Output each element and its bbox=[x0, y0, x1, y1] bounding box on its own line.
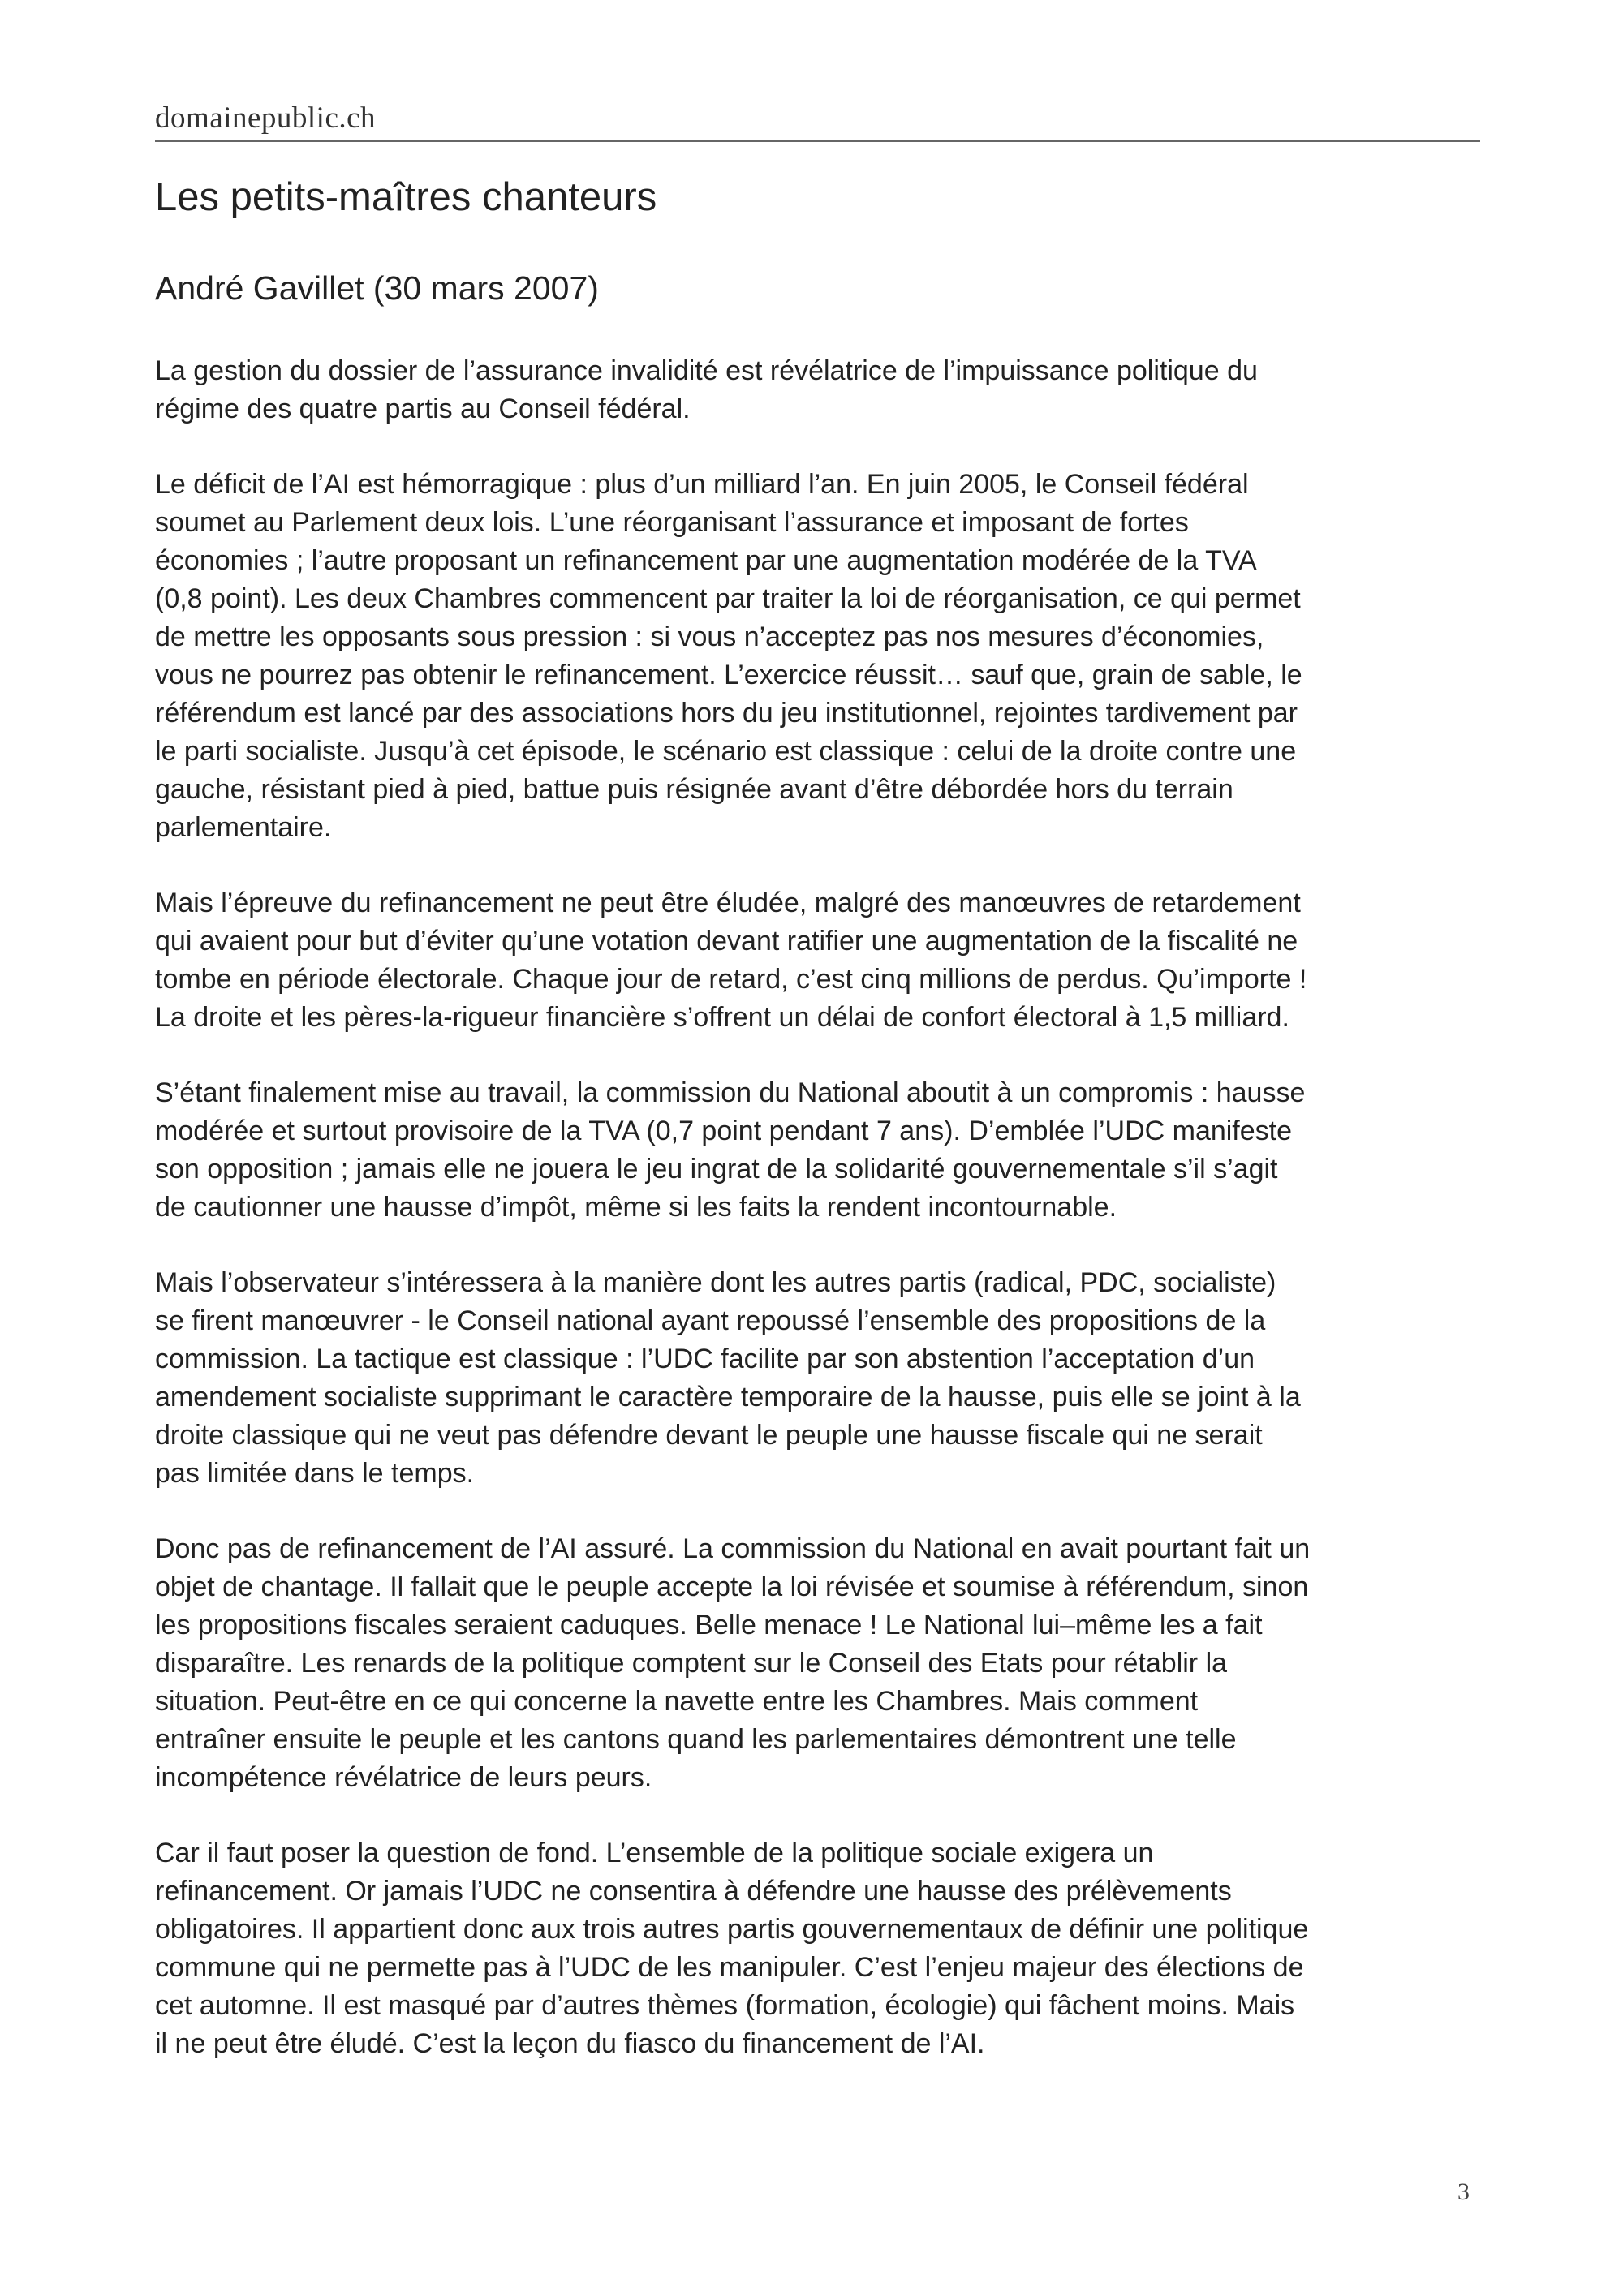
paragraph-line: incompétence révélatrice de leurs peurs. bbox=[155, 1762, 652, 1793]
paragraph-line: qui avaient pour but d’éviter qu’une votation devant ratifier une augmentation de la fiscalité ne bbox=[155, 926, 1298, 957]
paragraph-line: refinancement. Or jamais l’UDC ne consentira à défendre une hausse des prélèvements bbox=[155, 1876, 1232, 1907]
paragraph-line: entraîner ensuite le peuple et les cantons quand les parlementaires démontrent une telle bbox=[155, 1724, 1237, 1755]
paragraph-line: (0,8 point). Les deux Chambres commencent par traiter la loi de réorganisation, ce qui permet bbox=[155, 583, 1301, 614]
page-number: 3 bbox=[1457, 2178, 1470, 2205]
paragraph-line: situation. Peut-être en ce qui concerne la navette entre les Chambres. Mais comment bbox=[155, 1686, 1199, 1717]
paragraph-line: vous ne pourrez pas obtenir le refinancement. L’exercice réussit… sauf que, grain de sable, le bbox=[155, 660, 1302, 690]
paragraph-line: pas limitée dans le temps. bbox=[155, 1458, 475, 1489]
article-title: Les petits-maîtres chanteurs bbox=[155, 175, 657, 219]
paragraph-line: cet automne. Il est masqué par d’autres thèmes (formation, écologie) qui fâchent moins. Mais bbox=[155, 1990, 1295, 2021]
paragraph-line: référendum est lancé par des associations hors du jeu institutionnel, rejointes tardivement par bbox=[155, 698, 1298, 729]
paragraph-line: soumet au Parlement deux lois. L’une réorganisant l’assurance et imposant de fortes bbox=[155, 507, 1189, 538]
paragraph-line: de cautionner une hausse d’impôt, même si les faits la rendent incontournable. bbox=[155, 1192, 1117, 1223]
site-name: domainepublic.ch bbox=[155, 101, 377, 135]
paragraph-line: le parti socialiste. Jusqu’à cet épisode, le scénario est classique : celui de la droite contre une bbox=[155, 736, 1297, 767]
paragraph-line: La droite et les pères-la-rigueur financière s’offrent un délai de confort électoral à 1,5 milliard. bbox=[155, 1002, 1289, 1033]
article-paragraph bbox=[155, 352, 1483, 428]
paragraph-line: Car il faut poser la question de fond. L’ensemble de la politique sociale exigera un bbox=[155, 1838, 1154, 1868]
paragraph-line: Mais l’épreuve du refinancement ne peut être éludée, malgré des manœuvres de retardement bbox=[155, 888, 1301, 918]
site-header bbox=[155, 96, 1480, 142]
paragraph-line: régime des quatre partis au Conseil fédéral. bbox=[155, 393, 691, 424]
paragraph-line: gauche, résistant pied à pied, battue puis résignée avant d’être débordée hors du terrain bbox=[155, 774, 1233, 805]
paragraph-line: commune qui ne permette pas à l’UDC de les manipuler. C’est l’enjeu majeur des élections de bbox=[155, 1952, 1304, 1983]
paragraph-line: économies ; l’autre proposant un refinancement par une augmentation modérée de la TVA bbox=[155, 545, 1257, 576]
article-paragraph bbox=[155, 1074, 1483, 1227]
paragraph-line: son opposition ; jamais elle ne jouera le jeu ingrat de la solidarité gouvernementale s’il s’agit bbox=[155, 1154, 1278, 1185]
paragraph-line: Mais l’observateur s’intéressera à la manière dont les autres partis (radical, PDC, socialiste) bbox=[155, 1267, 1276, 1298]
paragraph-line: tombe en période électorale. Chaque jour de retard, c’est cinq millions de perdus. Qu’importe ! bbox=[155, 964, 1307, 995]
paragraph-line: Le déficit de l’AI est hémorragique : plus d’un milliard l’an. En juin 2005, le Conseil fédéral bbox=[155, 469, 1249, 500]
paragraph-line: S’étant finalement mise au travail, la commission du National aboutit à un compromis : hausse bbox=[155, 1077, 1306, 1108]
paragraph-line: amendement socialiste supprimant le caractère temporaire de la hausse, puis elle se joint à la bbox=[155, 1382, 1301, 1412]
article-paragraph bbox=[155, 466, 1483, 847]
article-byline: André Gavillet (30 mars 2007) bbox=[155, 269, 599, 307]
article-paragraph bbox=[155, 884, 1483, 1037]
article-paragraph bbox=[155, 1264, 1483, 1493]
paragraph-line: il ne peut être éludé. C’est la leçon du fiasco du financement de l’AI. bbox=[155, 2028, 985, 2059]
paragraph-line: les propositions fiscales seraient caduques. Belle menace ! Le National lui–même les a fait bbox=[155, 1610, 1263, 1640]
article-paragraph bbox=[155, 1834, 1483, 2063]
article-body bbox=[155, 352, 1483, 2100]
paragraph-line: La gestion du dossier de l’assurance invalidité est révélatrice de l’impuissance politique du bbox=[155, 355, 1258, 386]
paragraph-line: parlementaire. bbox=[155, 812, 332, 843]
paragraph-line: commission. La tactique est classique : l’UDC facilite par son abstention l’acceptation d’un bbox=[155, 1344, 1255, 1374]
paragraph-line: Donc pas de refinancement de l’AI assuré. La commission du National en avait pourtant fait un bbox=[155, 1533, 1311, 1564]
paragraph-line: obligatoires. Il appartient donc aux trois autres partis gouvernementaux de définir une politique bbox=[155, 1914, 1309, 1945]
paragraph-line: disparaître. Les renards de la politique comptent sur le Conseil des Etats pour rétablir la bbox=[155, 1648, 1228, 1679]
paragraph-line: droite classique qui ne veut pas défendre devant le peuple une hausse fiscale qui ne serait bbox=[155, 1420, 1263, 1451]
paragraph-line: de mettre les opposants sous pression : si vous n’acceptez pas nos mesures d’économies, bbox=[155, 621, 1264, 652]
article-paragraph bbox=[155, 1530, 1483, 1797]
paragraph-line: objet de chantage. Il fallait que le peuple accepte la loi révisée et soumise à référendum, sinon bbox=[155, 1572, 1309, 1602]
paragraph-line: modérée et surtout provisoire de la TVA (0,7 point pendant 7 ans). D’emblée l’UDC manifeste bbox=[155, 1116, 1293, 1146]
paragraph-line: se firent manœuvrer - le Conseil national ayant repoussé l’ensemble des propositions de la bbox=[155, 1305, 1266, 1336]
